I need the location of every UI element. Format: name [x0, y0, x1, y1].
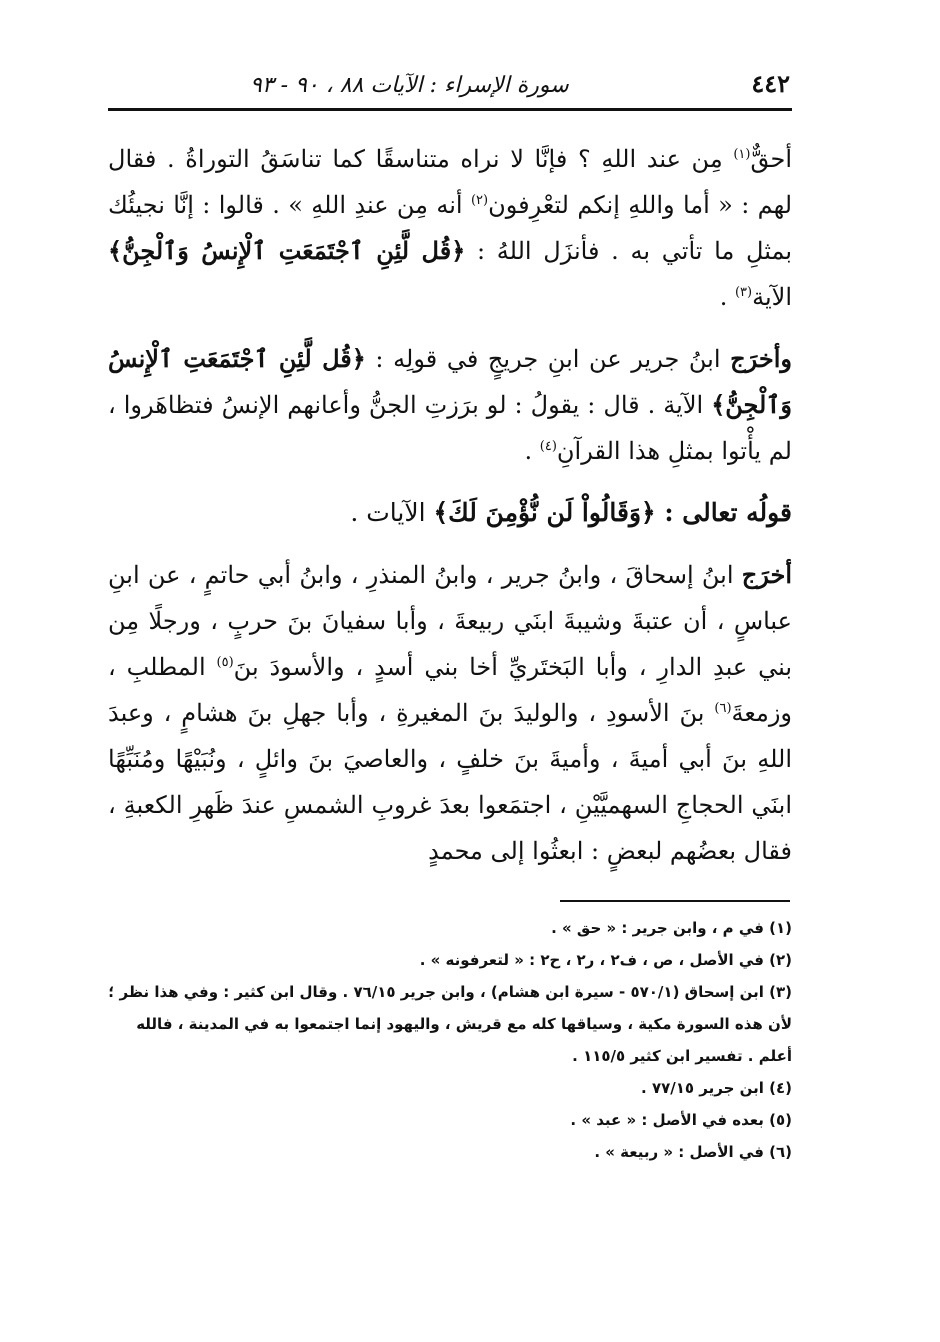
text-run: الآية . قال : يقولُ : لو برَزتِ الجنُّ وأعانهم الإنسُ فتظاهَروا ، لم يأْتوا بمثلِ هذا القرآنِ: [108, 391, 792, 465]
section-heading: [108, 490, 792, 536]
text-run: ابنُ إسحاقَ ، وابنُ جرير ، وابنُ المنذرِ ، وابنُ أبي حاتمٍ ، عن ابنِ عباسٍ ، أن عتبةَ وشيبةَ ابنَي ربيعةَ ، وأبا سفيانَ بنَ حربٍ ، ورجلًا مِن بني عبدِ الدارِ ، وأبا البَختَريِّ أخا بني أسدٍ ، والأسودَ بنَ: [108, 561, 792, 681]
page-number: ٤٤٢: [751, 69, 790, 98]
footnote-ref[interactable]: (٢): [470, 193, 489, 208]
paragraph-3: [108, 552, 792, 874]
footnote-rule: [560, 900, 790, 902]
paragraph-2: [108, 336, 792, 474]
footnote-ref[interactable]: (٣): [734, 285, 753, 300]
section-lead: قولُه تعالى :: [655, 498, 792, 527]
text-run: الآيات .: [350, 498, 434, 527]
text-run: أنه مِن عندِ اللهِ » . قالوا : إنَّا نجيئُك بمثلِ ما تأتي به . فأنزَل اللهُ :: [108, 191, 793, 265]
text-run: .: [719, 283, 735, 311]
footnote-3: (٣) ابن إسحاق (٥٧٠/١ - سيرة ابن هشام) ، وابن جرير ٧٦/١٥ . وقال ابن كثير : وفي هذا نظر ؛ لأن هذه السورة مكية ، وسياقها كله مع قريش ، واليهود إنما اجتمعوا به في المدينة ، فالله أعلم . تفسير ابن كثير ١١٥/٥ .: [108, 983, 792, 1065]
quran-quote: ﴿قُل لَّئِنِ ٱجْتَمَعَتِ ٱلْإِنسُ وَٱلْجِنُّ﴾: [108, 344, 793, 419]
footnote-1: (١) في م ، وابن جرير : « حق » .: [551, 919, 792, 937]
page-header: [110, 58, 790, 98]
footnote-ref[interactable]: (١): [733, 147, 751, 162]
footnote-5: (٥) بعده في الأصل : « عبد » .: [570, 1111, 792, 1129]
text-run: المطلبِ ، وزمعةَ: [108, 653, 792, 727]
header-rule: [108, 108, 792, 111]
quran-quote: ﴿قُل لَّئِنِ ٱجْتَمَعَتِ ٱلْإِنسُ وَٱلْجِنُّ﴾: [108, 236, 466, 265]
footnotes: [108, 912, 792, 1168]
spacer: [108, 474, 792, 490]
running-title: سورة الإسراء : الآيات ٨٨ ، ٩٠ - ٩٣: [250, 73, 569, 98]
footnote-ref[interactable]: (٥): [216, 655, 234, 670]
lead-word: أخرَج: [741, 560, 792, 589]
footnote-4: (٤) ابن جرير ٧٧/١٥ .: [641, 1079, 792, 1097]
main-text: [108, 136, 792, 874]
quran-quote: ﴿وَقَالُواْ لَن نُّؤْمِنَ لَكَ﴾: [433, 498, 656, 527]
paragraph-1: [108, 136, 792, 320]
spacer: [108, 320, 792, 336]
footnote-ref[interactable]: (٤): [539, 439, 557, 454]
text-run: الآية: [752, 283, 792, 311]
spacer: [108, 536, 792, 552]
text-run: .: [524, 437, 540, 465]
footnote-6: (٦) في الأصل : « ربيعة » .: [594, 1143, 792, 1161]
text-run: ابنُ جرير عن ابنِ جريجٍ في قولِه :: [365, 345, 731, 373]
footnote-ref[interactable]: (٦): [714, 701, 732, 716]
text-run: بنَ الأسودِ ، والوليدَ بنَ المغيرةِ ، وأبا جهلِ بنَ هشامٍ ، وعبدَ اللهِ بنَ أبي أميةَ ، وأميةَ بنَ خلفٍ ، والعاصيَ بنَ وائلٍ ، ونُبَيْهًا ومُنَبِّهًا ابنَي الحجاجِ السهميَّيْنِ ، اجتمَعوا بعدَ غروبِ الشمسِ عندَ ظَهرِ الكعبةِ ، فقال بعضُهم لبعضٍ : ابعثُوا إلى محمدٍ: [108, 699, 792, 865]
text-run: أحقٌّ: [750, 145, 792, 173]
lead-word: وأخرَج: [730, 344, 792, 373]
text-run: مِن عند اللهِ ؟ فإنَّا لا نراه متناسقًا كما تناسَقُ التوراةُ . فقال لهم : « أما واللهِ إنكم لتعْرِفون: [108, 145, 793, 219]
footnote-2: (٢) في الأصل ، ص ، ف٢ ، ر٢ ، ح٢ : « لتعرفونه » .: [419, 951, 792, 969]
